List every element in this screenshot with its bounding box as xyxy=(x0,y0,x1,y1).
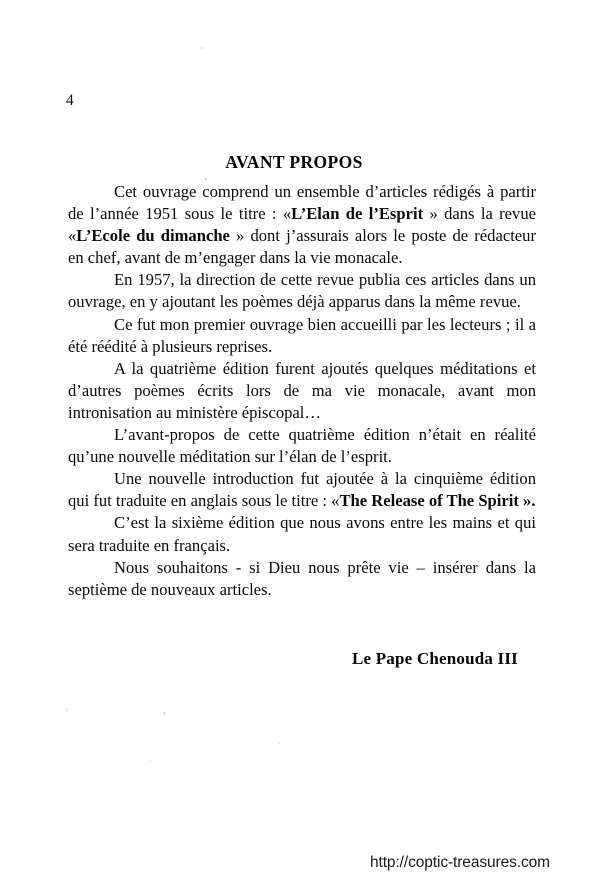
emphasized-title-text: L’Elan de l’Esprit xyxy=(291,204,424,224)
paragraph xyxy=(68,424,536,468)
emphasized-title-text: L’Ecole du dimanche xyxy=(76,226,230,246)
paragraph xyxy=(68,557,536,601)
scan-speckle xyxy=(150,760,152,762)
paragraph-text: Ce fut mon premier ouvrage bien accueilli par les lecteurs ; il a été réédité à plusieurs reprises. xyxy=(68,314,536,356)
emphasized-title-text: The Release of The Spirit ». xyxy=(339,491,536,511)
page-number: 4 xyxy=(66,92,74,109)
paragraph-text: Cet ouvrage comprend un ensemble d’articles rédigés à partir de l’année 1951 sous le titre : « xyxy=(68,182,536,224)
paragraph-text: Nous souhaitons - si Dieu nous prête vie – insérer dans la septième de nouveaux articles. xyxy=(68,557,536,599)
page-title: AVANT PROPOS xyxy=(225,151,363,172)
paragraph-text: Une nouvelle introduction fut ajoutée à la cinquième édition qui fut traduite en anglais sous le titre : « xyxy=(68,469,536,511)
paragraph-text: » dans la revue « xyxy=(68,204,537,246)
paragraph-text: L’avant-propos de cette quatrième édition n’était en réalité qu’une nouvelle méditation sur l’élan de l’esprit. xyxy=(68,425,536,467)
paragraph xyxy=(68,269,536,313)
paragraph-text: C’est la sixième édition que nous avons entre les mains et qui sera traduite en français. xyxy=(68,513,536,555)
paragraph-text: » dont j’assurais alors le poste de rédacteur en chef, avant de m’engager dans la vie monacale. xyxy=(68,226,536,268)
scan-speckle xyxy=(278,742,280,744)
paragraph xyxy=(68,468,536,512)
footer-source-url: http://coptic-treasures.com xyxy=(370,854,550,871)
scan-speckle xyxy=(163,712,166,715)
paragraph-text: A la quatrième édition furent ajoutés quelques méditations et d’autres poèmes écrits lors de ma vie monacale, avant mon intronisation au ministère épiscopal… xyxy=(68,358,536,422)
scan-speckle xyxy=(205,178,207,180)
scan-speckle xyxy=(201,47,203,49)
scan-speckle xyxy=(66,709,68,711)
body-text-block xyxy=(68,181,536,601)
paragraph xyxy=(68,181,536,269)
paragraph-text: En 1957, la direction de cette revue publia ces articles dans un ouvrage, en y ajoutant les poèmes déjà apparus dans la même revue. xyxy=(68,270,536,312)
paragraph xyxy=(68,358,536,424)
paragraph xyxy=(68,512,536,556)
author-signature: Le Pape Chenouda III xyxy=(351,649,518,668)
paragraph xyxy=(68,314,536,358)
